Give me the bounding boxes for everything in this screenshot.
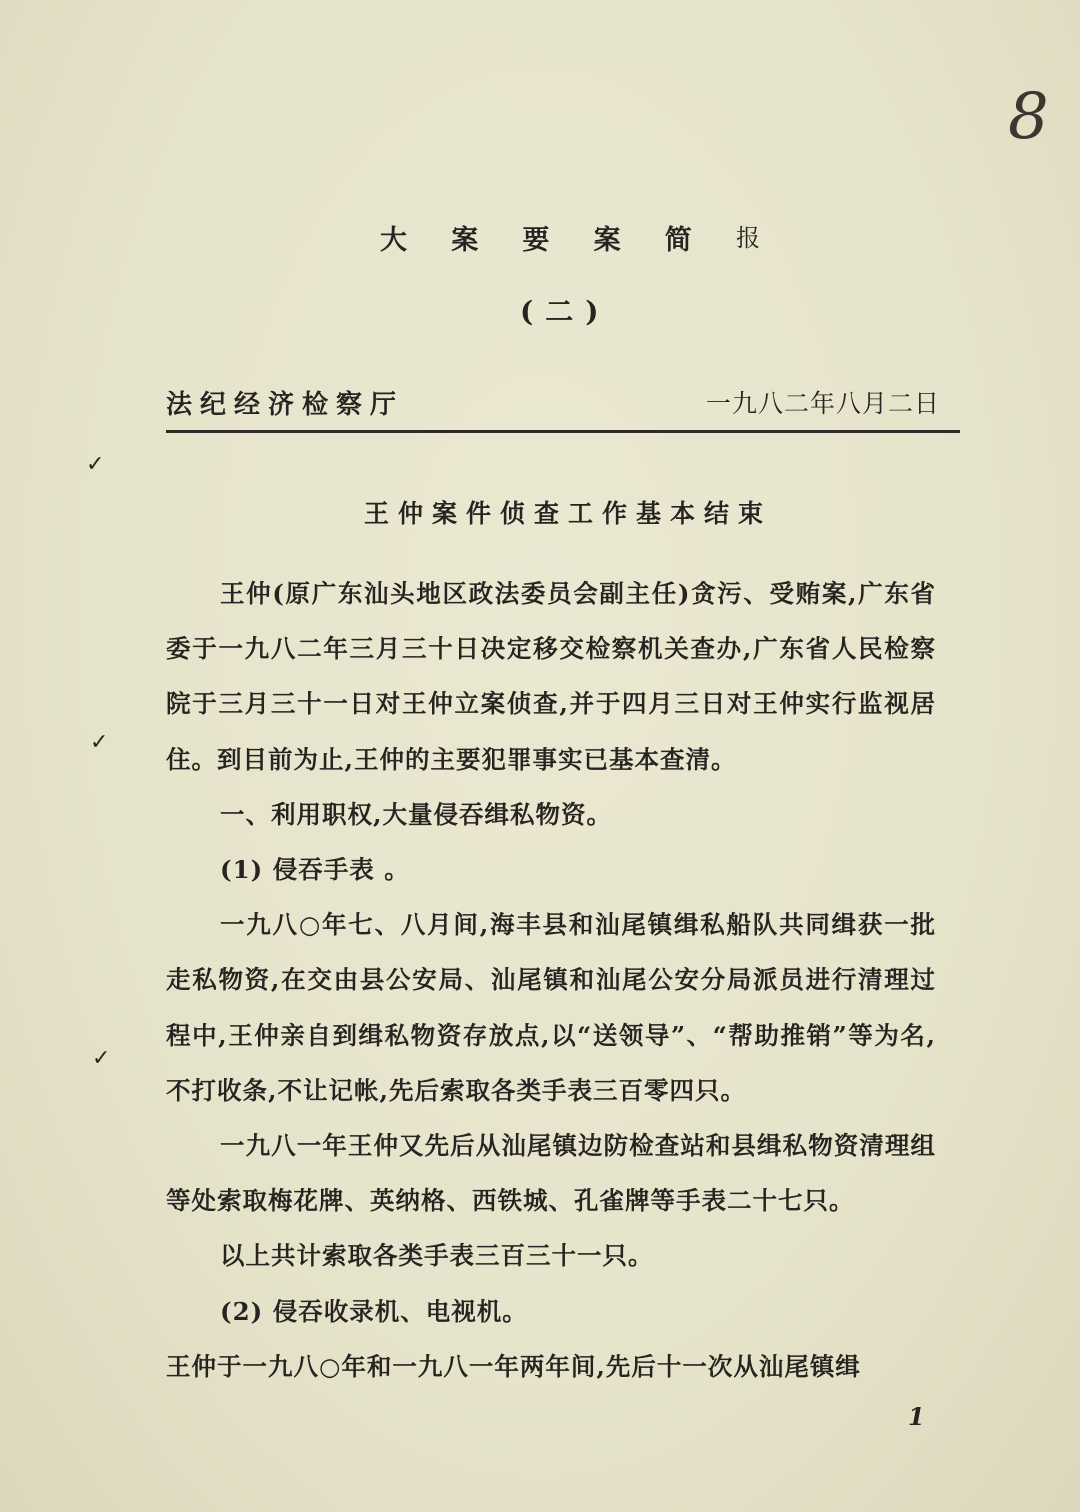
paragraph: 以上共计索取各类手表三百三十一只。	[220, 1241, 654, 1271]
title-char: 案	[593, 225, 621, 256]
title-char: 简	[664, 225, 692, 256]
issuing-office: 法纪经济检察厅	[166, 390, 405, 420]
document-title	[380, 218, 760, 257]
paragraph: 一九八一年王仲又先后从汕尾镇边防检查站和县缉私物资清理组等处索取梅花牌、英纳格、西铁城、孔雀牌等手表二十七只。	[166, 1131, 936, 1216]
title-char: 大	[380, 225, 407, 256]
subsection-heading: (1) 侵吞手表 。	[220, 855, 410, 885]
paragraph: 一九八○年七、八月间,海丰县和汕尾镇缉私船队共同缉获一批走私物资,在交由县公安局、汕尾镇和汕尾公安分局派员进行清理过程中,王仲亲自到缉私物资存放点,以“送领导”、“帮助推销”等为名,不打收条,不让记帐,先后索取各类手表三百零四只。	[166, 910, 936, 1105]
title-char: 报	[735, 224, 760, 252]
margin-tick-mark: ✓	[86, 452, 105, 477]
article-body	[166, 566, 936, 1394]
issue-date: 一九八二年八月二日	[706, 389, 941, 418]
section-heading: 一、利用职权,大量侵吞缉私物资。	[220, 799, 613, 829]
paragraph: 王仲于一九八○年和一九八一年两年间,先后十一次从汕尾镇缉	[166, 1351, 861, 1381]
header-divider	[166, 430, 960, 433]
handwritten-page-number: 8	[1008, 80, 1049, 154]
margin-tick-mark: ✓	[92, 1046, 111, 1071]
title-char: 要	[522, 225, 550, 256]
issue-number: (二)	[520, 295, 611, 328]
subsection-heading: (2) 侵吞收录机、电视机。	[220, 1296, 528, 1326]
title-char: 案	[451, 225, 479, 256]
article-headline: 王仲案件侦查工作基本结束	[364, 499, 773, 528]
margin-tick-mark: ✓	[90, 730, 109, 755]
page-number: 1	[908, 1402, 925, 1431]
paragraph: 王仲(原广东汕头地区政法委员会副主任)贪污、受贿案,广东省委于一九八二年三月三十日决定移交检察机关查办,广东省人民检察院于三月三十一日对王仲立案侦查,并于四月三日对王仲实行监视居住。到目前为止,王仲的主要犯罪事实已基本查清。	[166, 579, 936, 774]
